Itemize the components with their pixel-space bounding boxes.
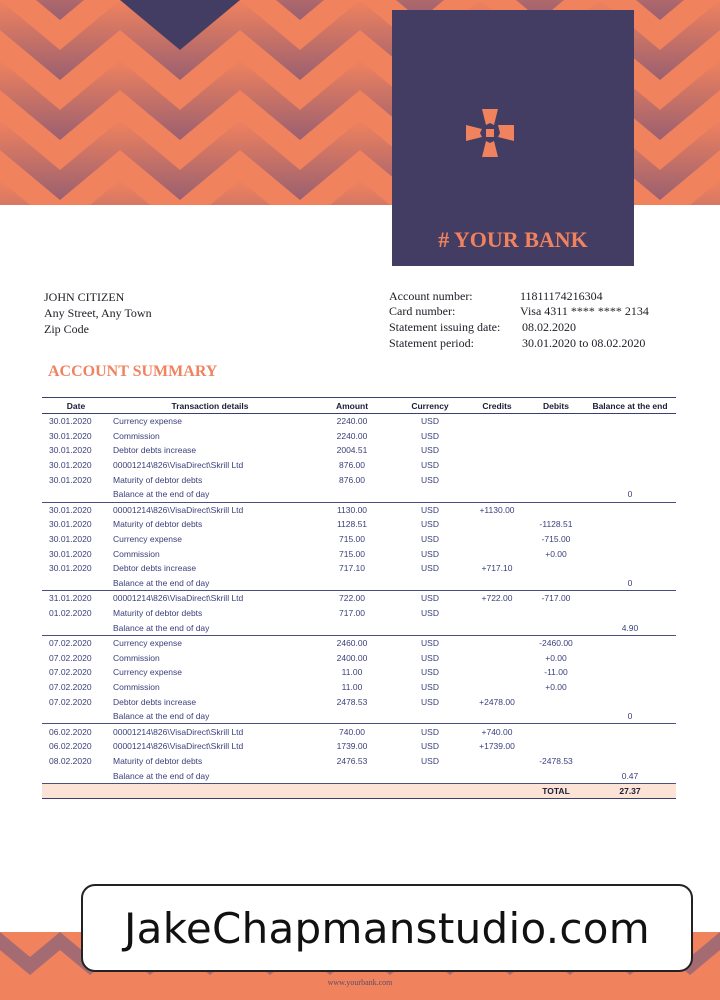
cell-debit [528, 620, 584, 635]
cell-date: 30.01.2020 [49, 416, 92, 427]
table-row [42, 754, 676, 769]
cell-debit [528, 443, 584, 458]
cell-debit: -715.00 [541, 534, 571, 545]
cell-date: 30.01.2020 [49, 460, 92, 471]
cell-details: 00001214\826\VisaDirect\Skrill Ltd [113, 741, 244, 752]
cell-details: Commission [113, 430, 160, 441]
cell-currency: USD [421, 460, 439, 471]
cell-details: 00001214\826\VisaDirect\Skrill Ltd [110, 591, 310, 606]
cell-amount: 2460.00 [310, 635, 394, 650]
cell-currency: USD [421, 741, 439, 752]
cell-currency: USD [421, 667, 439, 678]
cell-date: 30.01.2020 [49, 563, 92, 574]
cell-details: Debtor debts increase [113, 563, 197, 574]
cell-balance [584, 635, 676, 650]
cell-currency: USD [394, 591, 466, 606]
cell-debit [528, 414, 584, 429]
cell-currency: USD [421, 755, 439, 766]
cell-date [42, 487, 110, 502]
cell-credit: +1739.00 [479, 741, 515, 752]
table-row [42, 651, 676, 666]
cell-details: Commission [113, 681, 160, 692]
cell-balance [584, 443, 676, 458]
cell-amount: 1130.00 [310, 502, 394, 517]
cell-credit [466, 576, 528, 591]
cell-credit [466, 546, 528, 561]
balance-row [42, 487, 676, 502]
cell-debit [528, 709, 584, 724]
table-row [42, 724, 676, 739]
cell-credit [466, 532, 528, 547]
cell-debit: -11.00 [544, 667, 568, 678]
cell-date [42, 620, 110, 635]
table-row [42, 517, 676, 532]
cell-currency: USD [421, 416, 439, 427]
cell-currency [394, 620, 466, 635]
cell-date: 06.02.2020 [49, 741, 92, 752]
cell-amount: 876.00 [339, 460, 365, 471]
cell-debit [528, 487, 584, 502]
period-label: Statement period: [389, 336, 474, 350]
cell-currency: USD [421, 534, 439, 545]
cell-debit: +0.00 [545, 652, 567, 663]
cell-currency: USD [421, 696, 439, 707]
cell-balance [584, 458, 676, 473]
cell-date: 30.01.2020 [49, 445, 92, 456]
header-date: Date [42, 398, 110, 414]
cell-debit [528, 768, 584, 783]
table-row [42, 532, 676, 547]
cell-balance [584, 665, 676, 680]
cell-balance [584, 472, 676, 487]
cell-credit [466, 680, 528, 695]
cell-amount: 2004.51 [336, 445, 368, 456]
cell-balance [584, 561, 676, 576]
cell-amount [310, 576, 394, 591]
cell-currency: USD [394, 724, 466, 739]
card-number-value: Visa 4311 **** **** 2134 [520, 304, 649, 318]
cell-debit [528, 739, 584, 754]
balance-row [42, 620, 676, 635]
cell-details: Maturity of debtor debts [113, 519, 203, 530]
cell-credit [466, 665, 528, 680]
cell-credit [466, 635, 528, 650]
cell-amount: 1739.00 [336, 741, 368, 752]
cell-details: Balance at the end of day [113, 770, 210, 781]
cell-currency [394, 576, 466, 591]
cell-credit: +2478.00 [479, 696, 515, 707]
header-amount: Amount [310, 398, 394, 414]
table-row [42, 472, 676, 487]
cell-currency: USD [421, 681, 439, 692]
cell-debit: +0.00 [545, 681, 567, 692]
cell-currency [394, 768, 466, 783]
cell-currency: USD [421, 445, 439, 456]
cell-date: 07.02.2020 [49, 652, 92, 663]
cell-balance [584, 724, 676, 739]
cell-credit [466, 487, 528, 502]
cell-balance [584, 606, 676, 621]
cell-date: 30.01.2020 [49, 474, 92, 485]
balance-row [42, 576, 676, 591]
cell-debit: -2478.53 [539, 755, 573, 766]
cell-balance [584, 502, 676, 517]
header-currency: Currency [394, 398, 466, 414]
cell-credit [466, 754, 528, 769]
cell-amount: 11.00 [341, 681, 363, 692]
cell-currency [394, 709, 466, 724]
cell-credit [466, 429, 528, 444]
cell-date: 07.02.2020 [49, 696, 92, 707]
cell-amount: 876.00 [339, 474, 365, 485]
table-row [42, 443, 676, 458]
cell-debit [528, 458, 584, 473]
cell-balance [584, 739, 676, 754]
table-row [42, 561, 676, 576]
cell-balance: 0 [627, 577, 633, 588]
cell-debit [528, 561, 584, 576]
cell-credit [466, 458, 528, 473]
cell-details: Debtor debts increase [113, 696, 197, 707]
cell-balance [584, 414, 676, 429]
cell-debit: -717.00 [528, 591, 584, 606]
cell-date: 07.02.2020 [49, 667, 92, 678]
cell-amount: 11.00 [341, 667, 363, 678]
bank-name: # YOUR BANK [438, 227, 588, 252]
table-row [42, 635, 676, 650]
cell-amount: 717.10 [339, 563, 365, 574]
cell-amount: 2476.53 [336, 755, 368, 766]
cell-credit [466, 709, 528, 724]
cell-amount: 722.00 [310, 591, 394, 606]
cell-details: 00001214\826\VisaDirect\Skrill Ltd [113, 460, 244, 471]
cell-details: Commission [113, 652, 160, 663]
total-label: TOTAL [528, 783, 584, 798]
table-row [42, 591, 676, 606]
cell-credit [466, 414, 528, 429]
cell-amount: 740.00 [310, 724, 394, 739]
cell-currency: USD [421, 608, 439, 619]
cell-debit [528, 429, 584, 444]
header-debits: Debits [528, 398, 584, 414]
cell-date [42, 576, 110, 591]
cell-balance: 0 [627, 711, 633, 722]
cell-currency: USD [421, 652, 439, 663]
cell-date: 07.02.2020 [49, 681, 92, 692]
table-row [42, 694, 676, 709]
cell-currency: USD [421, 430, 439, 441]
cell-amount: 715.00 [339, 548, 365, 559]
cell-amount: 715.00 [339, 534, 365, 545]
cell-credit [466, 443, 528, 458]
cell-amount [310, 620, 394, 635]
cell-details: Currency expense [113, 667, 182, 678]
cell-debit [528, 502, 584, 517]
table-row [42, 458, 676, 473]
cell-details: 00001214\826\VisaDirect\Skrill Ltd [110, 724, 310, 739]
cell-amount [310, 487, 394, 502]
cell-credit [466, 517, 528, 532]
cell-date [42, 768, 110, 783]
cell-amount: 2240.00 [336, 430, 368, 441]
cell-balance [584, 651, 676, 666]
cell-balance: 0.47 [621, 770, 639, 781]
cell-credit [466, 651, 528, 666]
cell-debit: +0.00 [545, 548, 567, 559]
cell-credit [466, 606, 528, 621]
cell-date [42, 709, 110, 724]
cell-amount [310, 709, 394, 724]
cell-amount: 2400.00 [336, 652, 368, 663]
cell-debit [528, 724, 584, 739]
table-row [42, 546, 676, 561]
cell-debit [528, 472, 584, 487]
period-value: 30.01.2020 to 08.02.2020 [522, 336, 646, 350]
table-row [42, 414, 676, 429]
cell-date: 01.02.2020 [49, 608, 92, 619]
table-row [42, 606, 676, 621]
table-row [42, 739, 676, 754]
cell-balance [584, 546, 676, 561]
cell-balance [584, 694, 676, 709]
account-number-label: Account number: [389, 289, 473, 303]
cell-details: Currency expense [113, 534, 182, 545]
cell-balance [584, 591, 676, 606]
watermark-banner: JakeChapmanstudio.com [81, 884, 693, 972]
cell-currency: USD [421, 474, 439, 485]
cell-date: 07.02.2020 [42, 635, 110, 650]
cell-details: Balance at the end of day [113, 577, 210, 588]
cell-debit [528, 606, 584, 621]
total-row [42, 783, 676, 798]
cell-debit: -1128.51 [539, 519, 573, 530]
cell-currency: USD [421, 519, 439, 530]
cell-credit [466, 472, 528, 487]
cell-balance [584, 532, 676, 547]
issuing-date-value: 08.02.2020 [522, 320, 576, 334]
cell-date: 30.01.2020 [42, 502, 110, 517]
table-header-row [42, 398, 676, 414]
account-summary-title: ACCOUNT SUMMARY [48, 363, 218, 380]
balance-row [42, 709, 676, 724]
cell-date: 31.01.2020 [42, 591, 110, 606]
cell-balance: 0 [627, 489, 633, 500]
customer-zip: Zip Code [44, 322, 89, 336]
cell-amount [310, 768, 394, 783]
total-value: 27.37 [584, 783, 676, 798]
cell-balance [584, 754, 676, 769]
cell-balance [584, 680, 676, 695]
cell-balance [584, 429, 676, 444]
cell-details: Maturity of debtor debts [113, 608, 203, 619]
cell-amount: 717.00 [339, 608, 365, 619]
transactions-table [42, 397, 676, 799]
cell-credit: +722.00 [466, 591, 528, 606]
cell-date: 30.01.2020 [49, 430, 92, 441]
issuing-date-label: Statement issuing date: [389, 320, 501, 334]
cell-credit: +740.00 [466, 724, 528, 739]
cell-date: 08.02.2020 [49, 755, 92, 766]
cell-amount: 2240.00 [336, 416, 368, 427]
header-credits: Credits [466, 398, 528, 414]
header-balance: Balance at the end [584, 398, 676, 414]
card-number-label: Card number: [389, 304, 456, 318]
cell-credit [466, 620, 528, 635]
customer-street: Any Street, Any Town [44, 306, 152, 320]
cell-amount: 2478.53 [336, 696, 368, 707]
cell-debit [528, 694, 584, 709]
cell-amount: 1128.51 [336, 519, 368, 530]
table-row [42, 665, 676, 680]
balance-row [42, 768, 676, 783]
cell-currency: USD [394, 635, 466, 650]
table-row [42, 680, 676, 695]
cell-debit: -2460.00 [528, 635, 584, 650]
cell-currency: USD [421, 548, 439, 559]
cell-date: 30.01.2020 [49, 534, 92, 545]
customer-name: JOHN CITIZEN [44, 290, 125, 304]
cell-balance [584, 517, 676, 532]
cell-debit [528, 576, 584, 591]
cell-details: Balance at the end of day [113, 711, 210, 722]
footer-url: www.yourbank.com [327, 978, 393, 987]
account-number-value: 11811174216304 [520, 289, 603, 303]
cell-details: Balance at the end of day [113, 622, 210, 633]
cell-credit [466, 768, 528, 783]
cell-details: Balance at the end of day [113, 489, 210, 500]
cell-credit: +717.10 [481, 563, 513, 574]
cell-details: Currency expense [113, 416, 182, 427]
cell-details: Maturity of debtor debts [113, 474, 203, 485]
cell-credit: +1130.00 [466, 502, 528, 517]
cell-details: Debtor debts increase [113, 445, 197, 456]
cross-arrows-logo-icon [460, 103, 520, 163]
table-row [42, 502, 676, 517]
cell-details: Commission [113, 548, 160, 559]
cell-currency [394, 487, 466, 502]
cell-balance: 4.90 [621, 622, 639, 633]
cell-currency: USD [421, 563, 439, 574]
cell-details: Maturity of debtor debts [113, 755, 203, 766]
cell-details: Currency expense [110, 635, 310, 650]
cell-currency: USD [394, 502, 466, 517]
cell-details: 00001214\826\VisaDirect\Skrill Ltd [110, 502, 310, 517]
cell-date: 30.01.2020 [49, 519, 92, 530]
cell-date: 06.02.2020 [42, 724, 110, 739]
header-details: Transaction details [110, 398, 310, 414]
cell-date: 30.01.2020 [49, 548, 92, 559]
table-row [42, 429, 676, 444]
